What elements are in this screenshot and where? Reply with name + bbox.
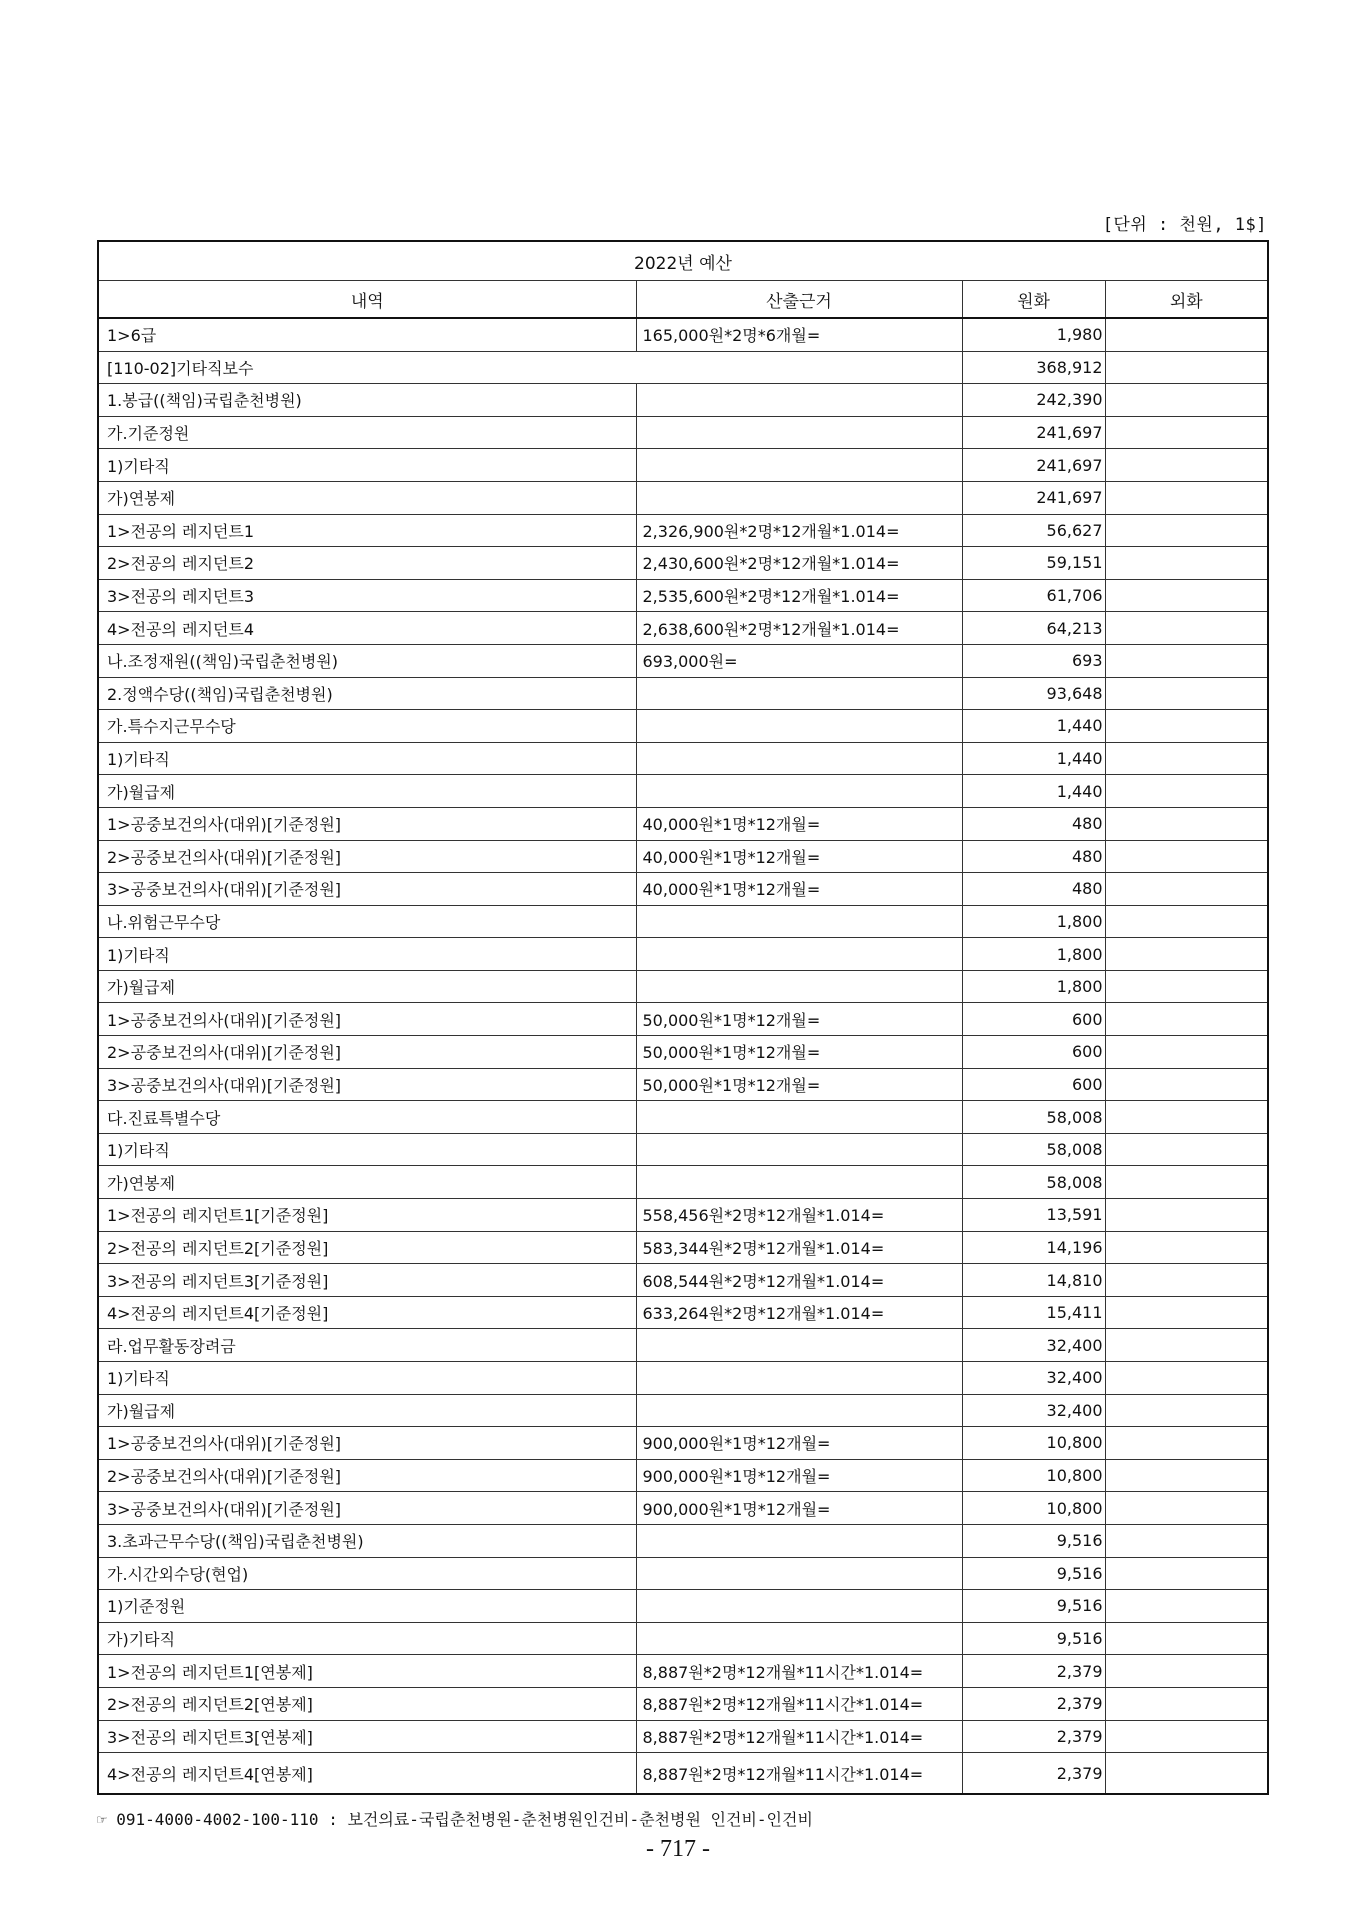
cell-won: 241,697 [962,449,1105,482]
table-row [98,612,1268,645]
cell-won: 32,400 [962,1394,1105,1427]
cell-won: 13,591 [962,1199,1105,1232]
table-row [98,1166,1268,1199]
cell-foreign [1105,1655,1268,1688]
table-row [98,481,1268,514]
cell-won: 1,440 [962,742,1105,775]
header-calc: 산출근거 [636,281,962,319]
cell-won: 32,400 [962,1329,1105,1362]
table-title-row [98,241,1268,281]
cell-item: 1)기타직 [98,449,636,482]
cell-won: 693 [962,644,1105,677]
cell-item: 1>공중보건의사(대위)[기준정원] [98,1003,636,1036]
cell-foreign [1105,1036,1268,1069]
cell-item: 1>공중보건의사(대위)[기준정원] [98,807,636,840]
cell-calc [636,384,962,417]
cell-foreign [1105,677,1268,710]
cell-won: 480 [962,873,1105,906]
cell-foreign [1105,1590,1268,1623]
cell-foreign [1105,970,1268,1003]
table-row [98,1199,1268,1232]
cell-calc [636,677,962,710]
cell-foreign [1105,351,1268,384]
budget-table [97,240,1269,1795]
cell-calc: 900,000원*1명*12개월= [636,1459,962,1492]
table-row [98,449,1268,482]
cell-foreign [1105,547,1268,580]
cell-item: 4>전공의 레지던트4[기준정원] [98,1296,636,1329]
table-row [98,1036,1268,1069]
cell-calc [636,416,962,449]
table-row [98,807,1268,840]
table-row [98,579,1268,612]
table-row [98,1459,1268,1492]
cell-won: 2,379 [962,1753,1105,1795]
cell-item: 1>전공의 레지던트1[기준정원] [98,1199,636,1232]
cell-calc: 165,000원*2명*6개월= [636,318,962,351]
table-row [98,1492,1268,1525]
cell-foreign [1105,384,1268,417]
cell-calc [636,1362,962,1395]
table-row [98,1296,1268,1329]
cell-calc: 40,000원*1명*12개월= [636,807,962,840]
table-row [98,1133,1268,1166]
cell-won: 480 [962,840,1105,873]
cell-won: 15,411 [962,1296,1105,1329]
cell-foreign [1105,1557,1268,1590]
table-row [98,873,1268,906]
cell-calc: 558,456원*2명*12개월*1.014= [636,1199,962,1232]
table-row [98,1003,1268,1036]
cell-calc: 8,887원*2명*12개월*11시간*1.014= [636,1720,962,1753]
table-row [98,905,1268,938]
cell-foreign [1105,1231,1268,1264]
cell-foreign [1105,873,1268,906]
cell-calc: 50,000원*1명*12개월= [636,1036,962,1069]
table-row [98,644,1268,677]
table-row [98,514,1268,547]
cell-calc: 2,535,600원*2명*12개월*1.014= [636,579,962,612]
table-row [98,775,1268,808]
cell-calc [636,710,962,743]
cell-calc: 2,326,900원*2명*12개월*1.014= [636,514,962,547]
cell-calc: 2,638,600원*2명*12개월*1.014= [636,612,962,645]
cell-item: 2>전공의 레지던트2[기준정원] [98,1231,636,1264]
cell-foreign [1105,1720,1268,1753]
cell-foreign [1105,1427,1268,1460]
cell-item: 1>전공의 레지던트1 [98,514,636,547]
cell-won: 56,627 [962,514,1105,547]
cell-item: 3>공중보건의사(대위)[기준정원] [98,873,636,906]
cell-foreign [1105,1687,1268,1720]
cell-won: 9,516 [962,1524,1105,1557]
cell-won: 58,008 [962,1133,1105,1166]
cell-calc [636,1166,962,1199]
cell-won: 58,008 [962,1101,1105,1134]
cell-foreign [1105,840,1268,873]
header-won: 원화 [962,281,1105,319]
cell-item: 가)월급제 [98,775,636,808]
cell-won: 10,800 [962,1459,1105,1492]
cell-foreign [1105,742,1268,775]
table-row [98,416,1268,449]
cell-won: 368,912 [962,351,1105,384]
cell-foreign [1105,318,1268,351]
cell-foreign [1105,905,1268,938]
cell-foreign [1105,1492,1268,1525]
cell-foreign [1105,1524,1268,1557]
cell-item: 2>공중보건의사(대위)[기준정원] [98,1459,636,1492]
cell-foreign [1105,449,1268,482]
cell-calc: 583,344원*2명*12개월*1.014= [636,1231,962,1264]
cell-foreign [1105,1753,1268,1795]
table-row [98,742,1268,775]
cell-calc [636,1622,962,1655]
cell-won: 241,697 [962,416,1105,449]
cell-won: 58,008 [962,1166,1105,1199]
cell-item: 1>전공의 레지던트1[연봉제] [98,1655,636,1688]
cell-calc: 633,264원*2명*12개월*1.014= [636,1296,962,1329]
cell-won: 2,379 [962,1655,1105,1688]
cell-foreign [1105,579,1268,612]
cell-won: 2,379 [962,1687,1105,1720]
cell-foreign [1105,1133,1268,1166]
cell-foreign [1105,1622,1268,1655]
table-row [98,1557,1268,1590]
cell-won: 9,516 [962,1557,1105,1590]
cell-item: 가)월급제 [98,1394,636,1427]
table-row [98,1427,1268,1460]
cell-foreign [1105,416,1268,449]
cell-item: 2>공중보건의사(대위)[기준정원] [98,840,636,873]
cell-item: 가.특수지근무수당 [98,710,636,743]
cell-won: 241,697 [962,481,1105,514]
cell-item: 3>공중보건의사(대위)[기준정원] [98,1068,636,1101]
cell-won: 10,800 [962,1427,1105,1460]
cell-won: 1,440 [962,710,1105,743]
cell-foreign [1105,1329,1268,1362]
cell-calc [636,775,962,808]
cell-calc: 40,000원*1명*12개월= [636,873,962,906]
cell-item: 1)기타직 [98,1133,636,1166]
cell-item: 2.정액수당((책임)국립춘천병원) [98,677,636,710]
header-foreign: 외화 [1105,281,1268,319]
cell-foreign [1105,775,1268,808]
cell-item: 1.봉급((책임)국립춘천병원) [98,384,636,417]
cell-item: 3>전공의 레지던트3 [98,579,636,612]
cell-foreign [1105,1264,1268,1297]
cell-calc [636,1101,962,1134]
cell-item: 1>공중보건의사(대위)[기준정원] [98,1427,636,1460]
cell-won: 93,648 [962,677,1105,710]
cell-item: 가)월급제 [98,970,636,1003]
cell-item: [110-02]기타직보수 [98,351,962,384]
cell-won: 1,800 [962,905,1105,938]
cell-foreign [1105,612,1268,645]
table-row [98,710,1268,743]
table-row [98,547,1268,580]
table-title: 2022년 예산 [98,241,1268,281]
cell-calc [636,1557,962,1590]
cell-won: 2,379 [962,1720,1105,1753]
cell-foreign [1105,710,1268,743]
table-row [98,1524,1268,1557]
cell-calc [636,938,962,971]
cell-item: 나.조정재원((책임)국립춘천병원) [98,644,636,677]
cell-foreign [1105,1101,1268,1134]
cell-foreign [1105,514,1268,547]
cell-calc: 693,000원= [636,644,962,677]
cell-item: 2>전공의 레지던트2 [98,547,636,580]
cell-item: 1)기타직 [98,1362,636,1395]
table-row [98,318,1268,351]
cell-won: 600 [962,1036,1105,1069]
cell-won: 32,400 [962,1362,1105,1395]
table-row [98,1068,1268,1101]
cell-won: 600 [962,1068,1105,1101]
cell-calc: 608,544원*2명*12개월*1.014= [636,1264,962,1297]
cell-item: 1)기준정원 [98,1590,636,1623]
cell-foreign [1105,1166,1268,1199]
cell-item: 3>전공의 레지던트3[연봉제] [98,1720,636,1753]
table-row [98,384,1268,417]
cell-item: 라.업무활동장려금 [98,1329,636,1362]
cell-calc: 2,430,600원*2명*12개월*1.014= [636,547,962,580]
cell-won: 64,213 [962,612,1105,645]
cell-calc: 50,000원*1명*12개월= [636,1003,962,1036]
cell-item: 3>전공의 레지던트3[기준정원] [98,1264,636,1297]
cell-foreign [1105,1459,1268,1492]
cell-won: 1,800 [962,970,1105,1003]
table-row [98,938,1268,971]
cell-calc: 8,887원*2명*12개월*11시간*1.014= [636,1753,962,1795]
cell-item: 가)연봉제 [98,1166,636,1199]
cell-foreign [1105,644,1268,677]
table-row [98,1329,1268,1362]
cell-won: 242,390 [962,384,1105,417]
page-number: - 717 - [646,1836,710,1862]
cell-foreign [1105,1003,1268,1036]
table-row [98,1590,1268,1623]
cell-item: 2>공중보건의사(대위)[기준정원] [98,1036,636,1069]
cell-item: 가)연봉제 [98,481,636,514]
cell-won: 1,800 [962,938,1105,971]
cell-item: 2>전공의 레지던트2[연봉제] [98,1687,636,1720]
cell-calc [636,1394,962,1427]
table-row [98,1753,1268,1795]
cell-calc: 40,000원*1명*12개월= [636,840,962,873]
table-row [98,1655,1268,1688]
cell-foreign [1105,938,1268,971]
cell-foreign [1105,1296,1268,1329]
cell-calc: 50,000원*1명*12개월= [636,1068,962,1101]
cell-item: 가.기준정원 [98,416,636,449]
cell-calc: 900,000원*1명*12개월= [636,1492,962,1525]
cell-foreign [1105,807,1268,840]
cell-won: 480 [962,807,1105,840]
cell-item: 3.초과근무수당((책임)국립춘천병원) [98,1524,636,1557]
cell-item: 1)기타직 [98,742,636,775]
cell-calc [636,1133,962,1166]
table-row [98,1687,1268,1720]
cell-won: 61,706 [962,579,1105,612]
cell-won: 1,980 [962,318,1105,351]
table-row [98,840,1268,873]
table-row [98,1231,1268,1264]
cell-foreign [1105,1068,1268,1101]
cell-calc [636,1590,962,1623]
cell-item: 1>6급 [98,318,636,351]
cell-calc [636,449,962,482]
cell-won: 14,196 [962,1231,1105,1264]
cell-won: 14,810 [962,1264,1105,1297]
cell-item: 4>전공의 레지던트4 [98,612,636,645]
cell-won: 59,151 [962,547,1105,580]
cell-won: 1,440 [962,775,1105,808]
table-header-row [98,281,1268,319]
cell-item: 가.시간외수당(현업) [98,1557,636,1590]
cell-calc: 900,000원*1명*12개월= [636,1427,962,1460]
cell-foreign [1105,1362,1268,1395]
cell-item: 가)기타직 [98,1622,636,1655]
table-row [98,1264,1268,1297]
cell-calc: 8,887원*2명*12개월*11시간*1.014= [636,1687,962,1720]
table-row [98,1101,1268,1134]
cell-foreign [1105,1199,1268,1232]
footnote: ☞ 091-4000-4002-100-110 : 보건의료-국립춘천병원-춘천병원인건비-춘천병원 인건비-인건비 [97,1810,813,1829]
table-row [98,677,1268,710]
cell-item: 4>전공의 레지던트4[연봉제] [98,1753,636,1795]
table-row [98,1394,1268,1427]
cell-item: 다.진료특별수당 [98,1101,636,1134]
table-row [98,1720,1268,1753]
cell-foreign [1105,1394,1268,1427]
cell-calc [636,905,962,938]
cell-calc [636,1329,962,1362]
cell-item: 나.위험근무수당 [98,905,636,938]
cell-calc [636,970,962,1003]
table-row [98,1362,1268,1395]
header-item: 내역 [98,281,636,319]
cell-calc: 8,887원*2명*12개월*11시간*1.014= [636,1655,962,1688]
cell-calc [636,481,962,514]
cell-item: 3>공중보건의사(대위)[기준정원] [98,1492,636,1525]
cell-calc [636,1524,962,1557]
cell-calc [636,742,962,775]
unit-note: [단위 : 천원, 1$] [1102,215,1267,235]
table-row [98,1622,1268,1655]
cell-foreign [1105,481,1268,514]
table-row [98,970,1268,1003]
cell-won: 600 [962,1003,1105,1036]
table-row [98,351,1268,384]
cell-item: 1)기타직 [98,938,636,971]
cell-won: 9,516 [962,1590,1105,1623]
cell-won: 10,800 [962,1492,1105,1525]
cell-won: 9,516 [962,1622,1105,1655]
